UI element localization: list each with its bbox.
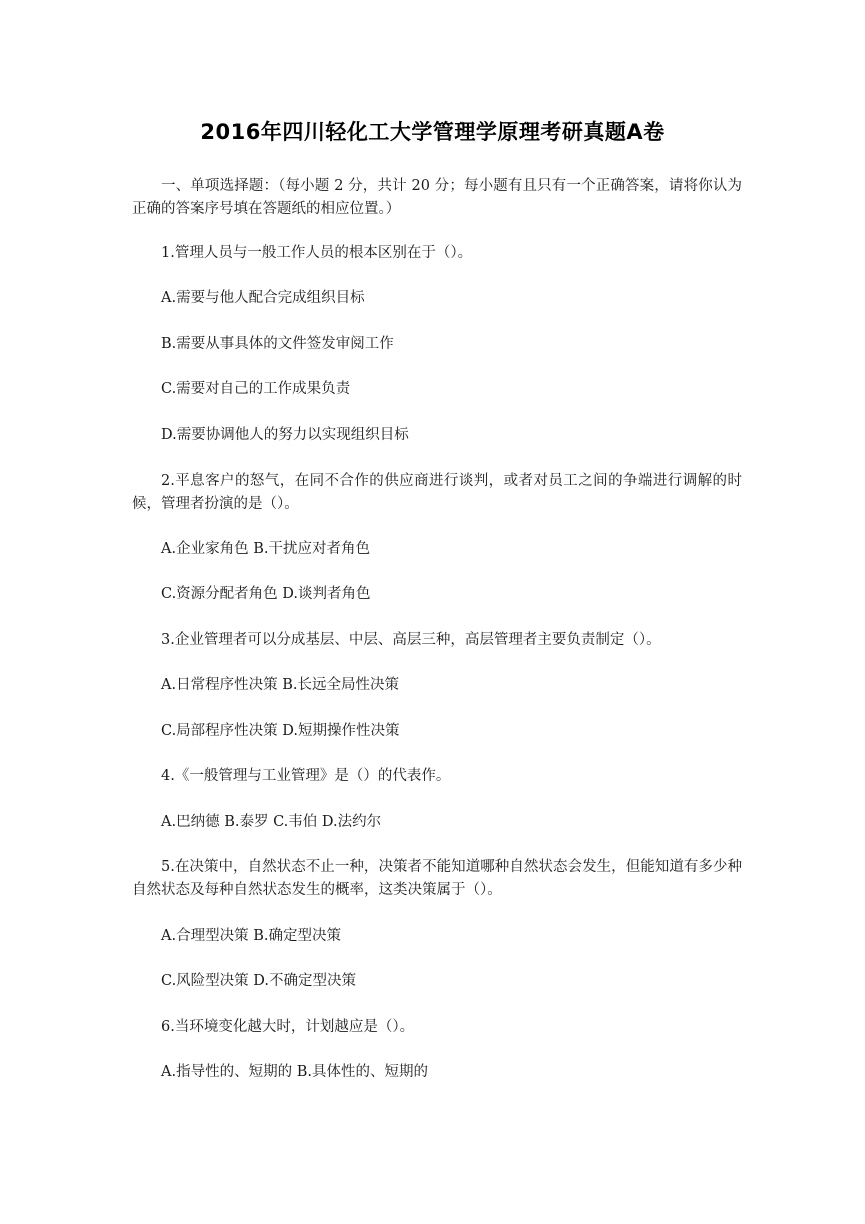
question-6-stem: 6.当环境变化越大时，计划越应是（）。	[161, 1019, 415, 1035]
question-3-options-cd: C.局部程序性决策 D.短期操作性决策	[161, 723, 400, 739]
document-title: 2016年四川轻化工大学管理学原理考研真题A卷	[200, 120, 665, 144]
question-1-option-c: C.需要对自己的工作成果负责	[161, 381, 351, 397]
section-heading: 一、单项选择题：（每小题 2 分，共计 20 分；每小题有且只有一个正确答案，请将你认为正确的答案序号填在答题纸的相应位置。）	[132, 178, 742, 217]
question-2-options-cd: C.资源分配者角色 D.谈判者角色	[161, 586, 371, 602]
question-1-option-d: D.需要协调他人的努力以实现组织目标	[161, 427, 409, 443]
question-3-options-ab: A.日常程序性决策 B.长远全局性决策	[161, 677, 399, 693]
question-2-options-ab: A.企业家角色 B.干扰应对者角色	[161, 541, 370, 557]
question-1-option-b: B.需要从事具体的文件签发审阅工作	[161, 336, 394, 352]
question-6-options-ab: A.指导性的、短期的 B.具体性的、短期的	[161, 1064, 428, 1080]
question-1-option-a: A.需要与他人配合完成组织目标	[161, 290, 365, 306]
question-4-options: A.巴纳德 B.泰罗 C.韦伯 D.法约尔	[161, 814, 382, 830]
question-5-stem: 5.在决策中，自然状态不止一种，决策者不能知道哪种自然状态会发生，但能知道有多少种自然状态及每种自然状态发生的概率，这类决策属于（）。	[132, 859, 742, 898]
question-5-options-cd: C.风险型决策 D.不确定型决策	[161, 973, 357, 989]
question-3-stem: 3.企业管理者可以分成基层、中层、高层三种，高层管理者主要负责制定（）。	[161, 632, 661, 648]
question-4-stem: 4.《一般管理与工业管理》是（）的代表作。	[161, 768, 451, 784]
question-2-stem: 2.平息客户的怒气，在同不合作的供应商进行谈判，或者对员工之间的争端进行调解的时候，管理者扮演的是（）。	[132, 473, 742, 512]
question-5-options-ab: A.合理型决策 B.确定型决策	[161, 928, 341, 944]
question-1-stem: 1.管理人员与一般工作人员的根本区别在于（）。	[161, 245, 473, 261]
